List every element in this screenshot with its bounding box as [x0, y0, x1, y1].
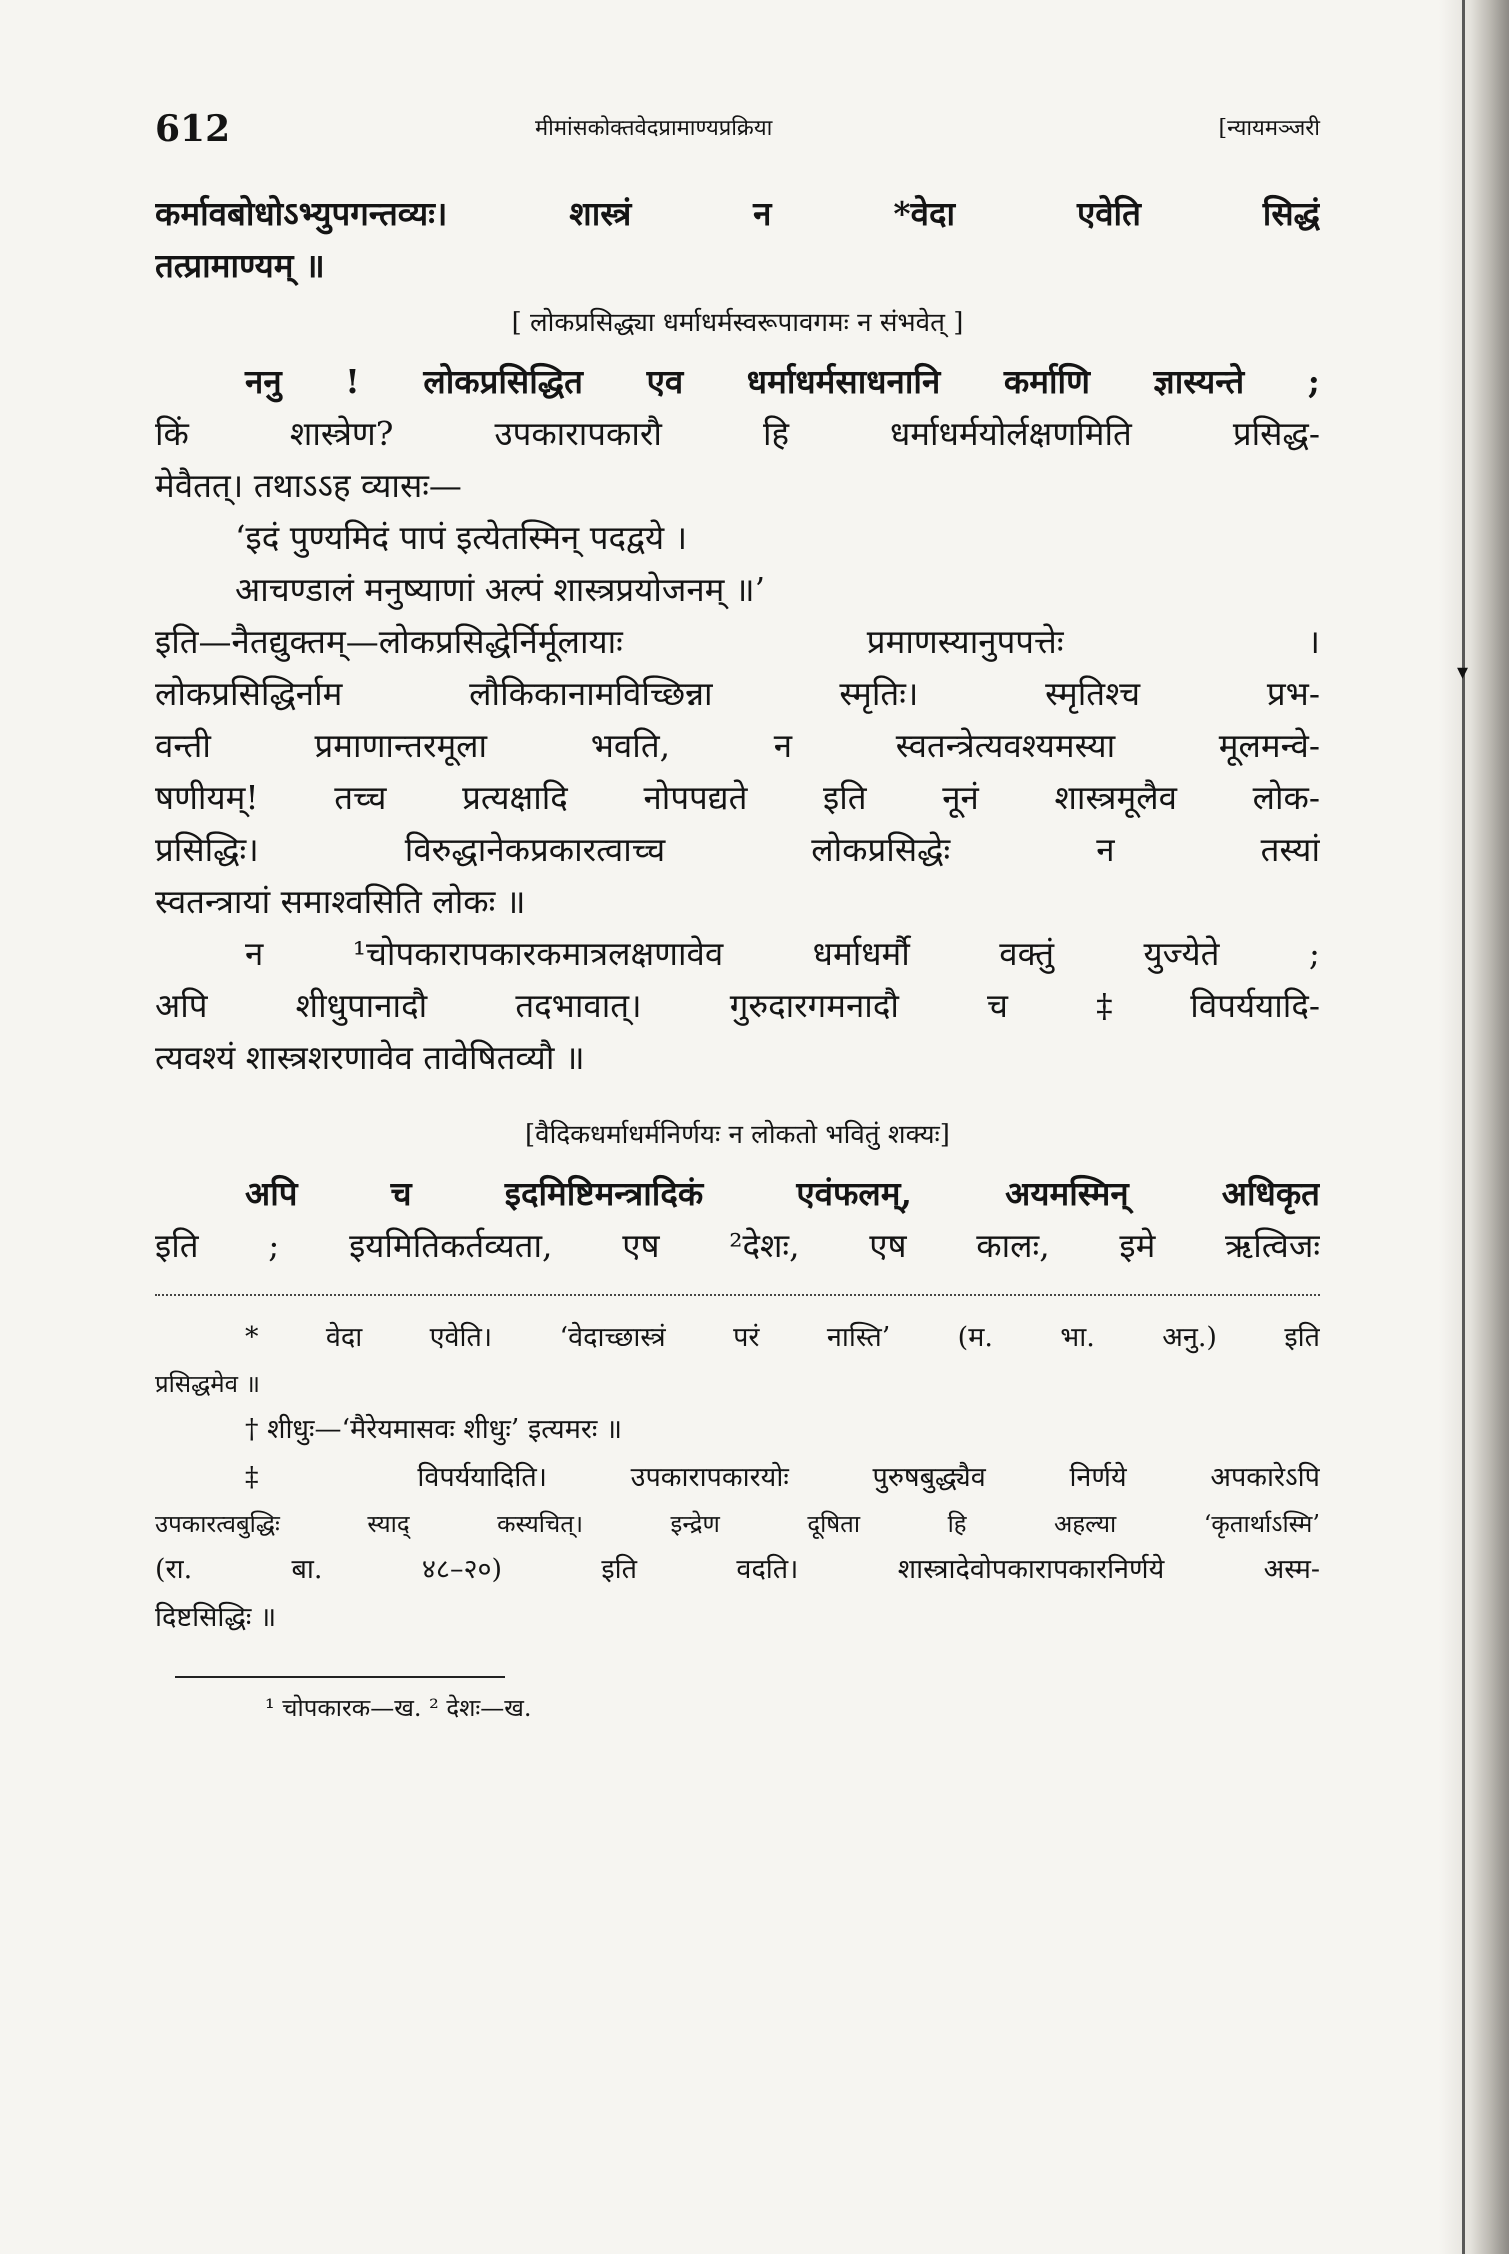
- page-edge-shadow: [1439, 0, 1509, 2254]
- main-text: [155, 188, 1320, 1728]
- footnote-line: प्रसिद्धमेव ॥: [155, 1370, 260, 1398]
- footnote-line: (रा. बा. ४८–२०) इति वदति। शास्त्रादेवोपकारापकारनिर्णये अस्म-: [155, 1554, 1320, 1585]
- text-line: वन्ती प्रमाणान्तरमूला भवति, न स्वतन्त्रेत्यवश्यमस्या मूलमन्वे-: [155, 726, 1320, 765]
- verse-line: ‘इदं पुण्यमिदं पापं इत्येतस्मिन् पदद्वये ।: [235, 518, 688, 557]
- footnote-line: * वेदा एवेति। ‘वेदाच्छास्त्रं परं नास्ति’ (म. भा. अनु.) इति: [245, 1322, 1320, 1353]
- text-line: त्यवश्यं शास्त्रशरणावेव तावेषितव्यौ ॥: [155, 1038, 585, 1077]
- footnote-separator: [155, 1294, 1320, 1296]
- footnote-line: † शीधुः—‘मैरेयमासवः शीधुः’ इत्यमरः ॥: [245, 1414, 623, 1445]
- text-line: अपि शीधुपानादौ तदभावात्। गुरुदारगमनादौ च ‡विपर्ययादि-: [155, 986, 1320, 1025]
- margin-arrow-mark: ▾: [1457, 660, 1469, 685]
- text-line: अपि च इदमिष्टिमन्त्रादिकं एवंफलम्, अयमस्मिन् अधिकृत: [245, 1174, 1320, 1213]
- section-heading: [वैदिकधर्माधर्मनिर्णयः न लोकतो भवितुं शक्यः]: [525, 1120, 950, 1150]
- text-line: प्रसिद्धिः। विरुद्धानेकप्रकारत्वाच्च लोकप्रसिद्धेः न तस्यां: [155, 830, 1320, 869]
- text-line: तत्प्रामाण्यम् ॥: [155, 246, 325, 285]
- text-line: इति ; इयमितिकर्तव्यता, एष ²देशः, एष कालः, इमे ऋत्विजः: [155, 1226, 1320, 1265]
- text-line: षणीयम्! तच्च प्रत्यक्षादि नोपपद्यते इति नूनं शास्त्रमूलैव लोक-: [155, 778, 1320, 817]
- footnote-line: ‡ विपर्ययादिति। उपकारापकारयोः पुरुषबुद्ध्यैव निर्णये अपकारेऽपि: [245, 1462, 1320, 1493]
- running-title: मीमांसकोक्तवेदप्रामाण्यप्रक्रिया: [535, 116, 773, 141]
- text-line: कर्मावबोधोऽभ्युपगन्तव्यः। शास्त्रं न *वेदा एवेति सिद्धं: [155, 194, 1320, 233]
- footnote-line: उपकारत्वबुद्धिः स्याद् कस्यचित्। इन्द्रेण दूषिता हि अहल्या ‘कृतार्थाऽस्मि’: [155, 1510, 1320, 1538]
- section-title: [न्यायमञ्जरी: [1218, 116, 1320, 141]
- variant-notes-rule: [175, 1676, 505, 1678]
- page-number: 612: [155, 108, 231, 150]
- text-line: ननु ! लोकप्रसिद्धित एव धर्माधर्मसाधनानि कर्माणि ज्ञास्यन्ते ;: [245, 362, 1320, 401]
- text-line: न ¹चोपकारापकारकमात्रलक्षणावेव धर्माधर्मौ वक्तुं युज्येते ;: [245, 934, 1320, 973]
- variant-readings: ¹ चोपकारक—ख. ² देशः—ख.: [265, 1694, 532, 1722]
- spacer: [155, 1084, 1320, 1104]
- section-heading: [ लोकप्रसिद्ध्या धर्माधर्मस्वरूपावगमः न संभवेत् ]: [511, 308, 964, 338]
- page-edge-line: [1462, 0, 1465, 2254]
- text-line: लोकप्रसिद्धिर्नाम लौकिकानामविच्छिन्ना स्मृतिः। स्मृतिश्च प्रभ-: [155, 674, 1320, 713]
- verse-line: आचण्डालं मनुष्याणां अल्पं शास्त्रप्रयोजनम् ॥’: [235, 570, 766, 609]
- text-line: स्वतन्त्रायां समाश्वसिति लोकः ॥: [155, 882, 526, 921]
- text-line: मेवैतत्। तथाऽऽह व्यासः—: [155, 466, 462, 505]
- footnote-line: दिष्टसिद्धिः ॥: [155, 1602, 277, 1633]
- text-line: इति—नैतद्युक्तम्—लोकप्रसिद्धेर्निर्मूलायाः प्रमाणस्यानुपपत्तेः ।: [155, 622, 1320, 661]
- text-line: किं शास्त्रेण? उपकारापकारौ हि धर्माधर्मयोर्लक्षणमिति प्रसिद्ध-: [155, 414, 1320, 453]
- page-header: [155, 108, 1320, 158]
